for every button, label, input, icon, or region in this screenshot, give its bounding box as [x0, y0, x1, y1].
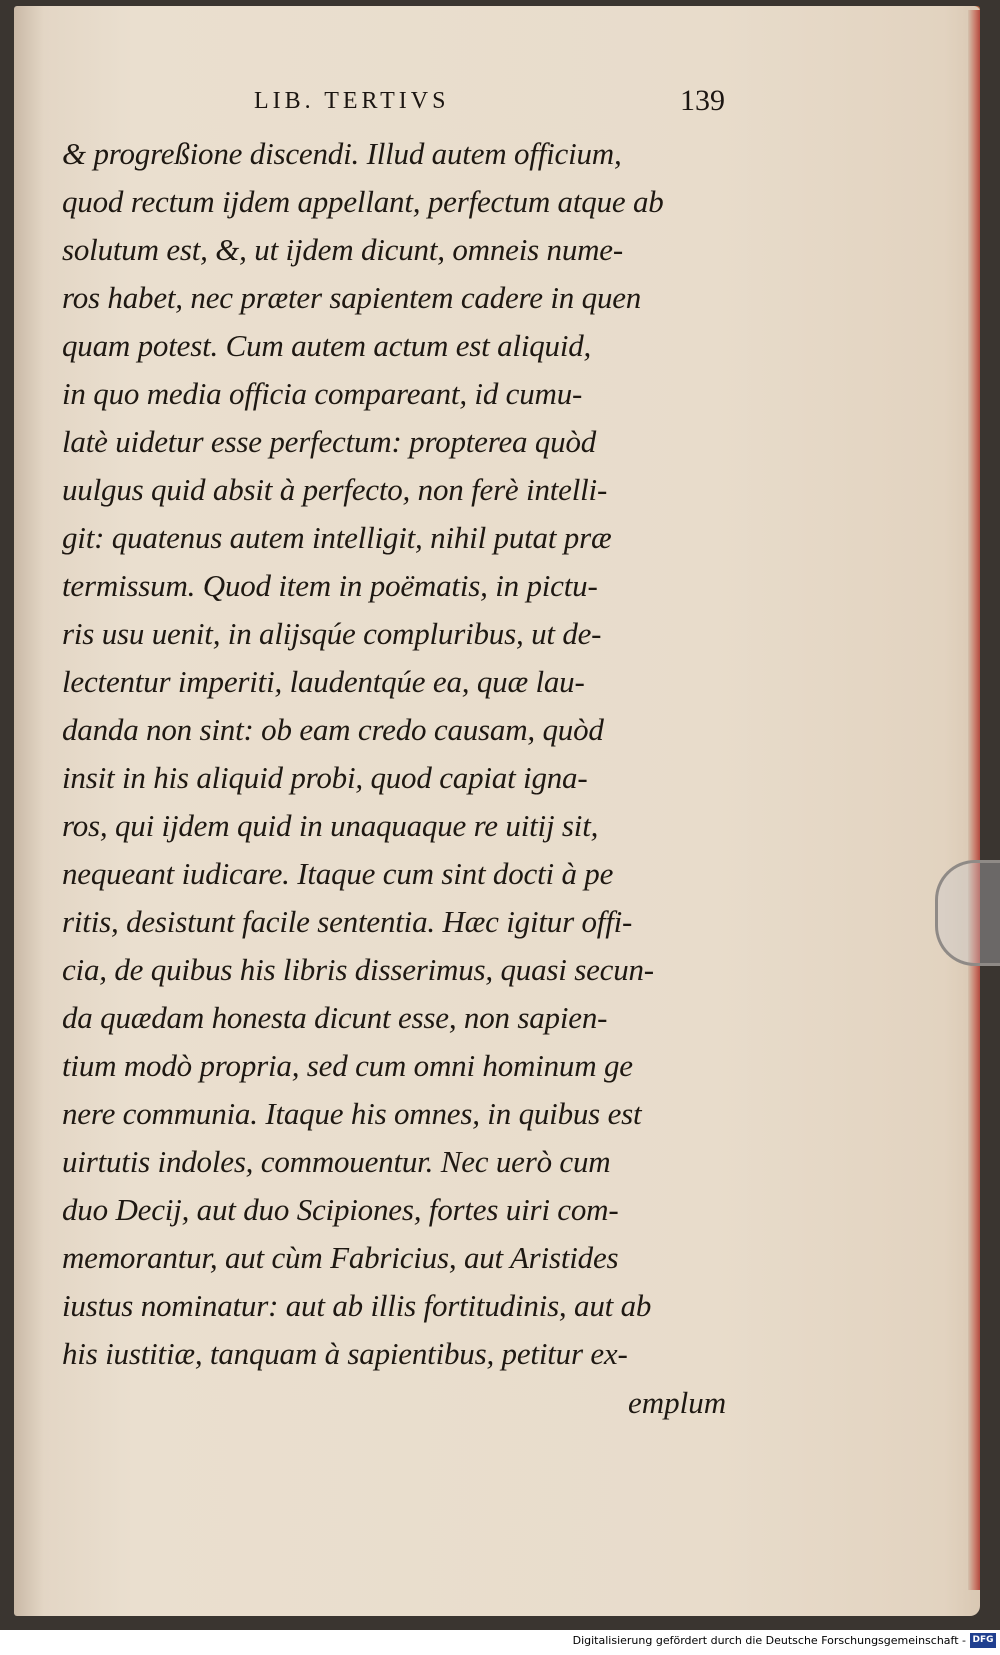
dfg-logo: DFG — [970, 1633, 996, 1648]
text-line: uirtutis indoles, commouentur. Nec uerò cum — [62, 1144, 611, 1179]
body-text — [62, 130, 762, 1378]
text-line: memorantur, aut cùm Fabricius, aut Aristides — [62, 1240, 619, 1275]
text-line: solutum est, &, ut ijdem dicunt, omneis nume- — [62, 232, 623, 267]
footer-bar — [0, 1630, 1000, 1655]
text-line: ris usu uenit, in alijsqúe compluribus, ut de- — [62, 616, 602, 651]
text-line: lectentur imperiti, laudentqúe ea, quæ lau- — [62, 664, 585, 699]
running-head-title: LIB. TERTIVS — [254, 88, 450, 114]
running-head — [0, 84, 1000, 128]
text-line: quod rectum ijdem appellant, perfectum atque ab — [62, 184, 664, 219]
text-line: his iustitiæ, tanquam à sapientibus, petitur ex- — [62, 1336, 628, 1371]
text-line: iustus nominatur: aut ab illis fortitudinis, aut ab — [62, 1288, 652, 1323]
text-line: ros, qui ijdem quid in unaquaque re uitij sit, — [62, 808, 599, 843]
text-line: cia, de quibus his libris disserimus, quasi secun- — [62, 952, 654, 987]
text-line: nere communia. Itaque his omnes, in quibus est — [62, 1096, 642, 1131]
page-right-edge — [968, 10, 980, 1590]
text-line: in quo media officia compareant, id cumu- — [62, 376, 583, 411]
text-line: ros habet, nec præter sapientem cadere in quen — [62, 280, 642, 315]
text-line: termissum. Quod item in poëmatis, in pictu- — [62, 568, 598, 603]
catchword: emplum — [628, 1385, 727, 1420]
text-line: danda non sint: ob eam credo causam, quòd — [62, 712, 604, 747]
digitization-credit: Digitalisierung gefördert durch die Deutsche Forschungsgemeinschaft - — [572, 1634, 966, 1647]
text-line: insit in his aliquid probi, quod capiat igna- — [62, 760, 588, 795]
text-line: quam potest. Cum autem actum est aliquid, — [62, 328, 592, 363]
text-line: tium modò propria, sed cum omni hominum ge — [62, 1048, 633, 1083]
text-line: duo Decij, aut duo Scipiones, fortes uiri com- — [62, 1192, 619, 1227]
page-clip — [935, 860, 1000, 966]
text-line: ritis, desistunt facile sententia. Hæc igitur offi- — [62, 904, 633, 939]
text-line: uulgus quid absit à perfecto, non ferè intelli- — [62, 472, 608, 507]
text-line: & progreßione discendi. Illud autem officium, — [62, 136, 622, 171]
text-line: da quædam honesta dicunt esse, non sapien- — [62, 1000, 608, 1035]
text-line: latè uidetur esse perfectum: propterea quòd — [62, 424, 597, 459]
page-number: 139 — [680, 84, 725, 117]
text-line: nequeant iudicare. Itaque cum sint docti à pe — [62, 856, 614, 891]
text-line: git: quatenus autem intelligit, nihil putat præ — [62, 520, 612, 555]
